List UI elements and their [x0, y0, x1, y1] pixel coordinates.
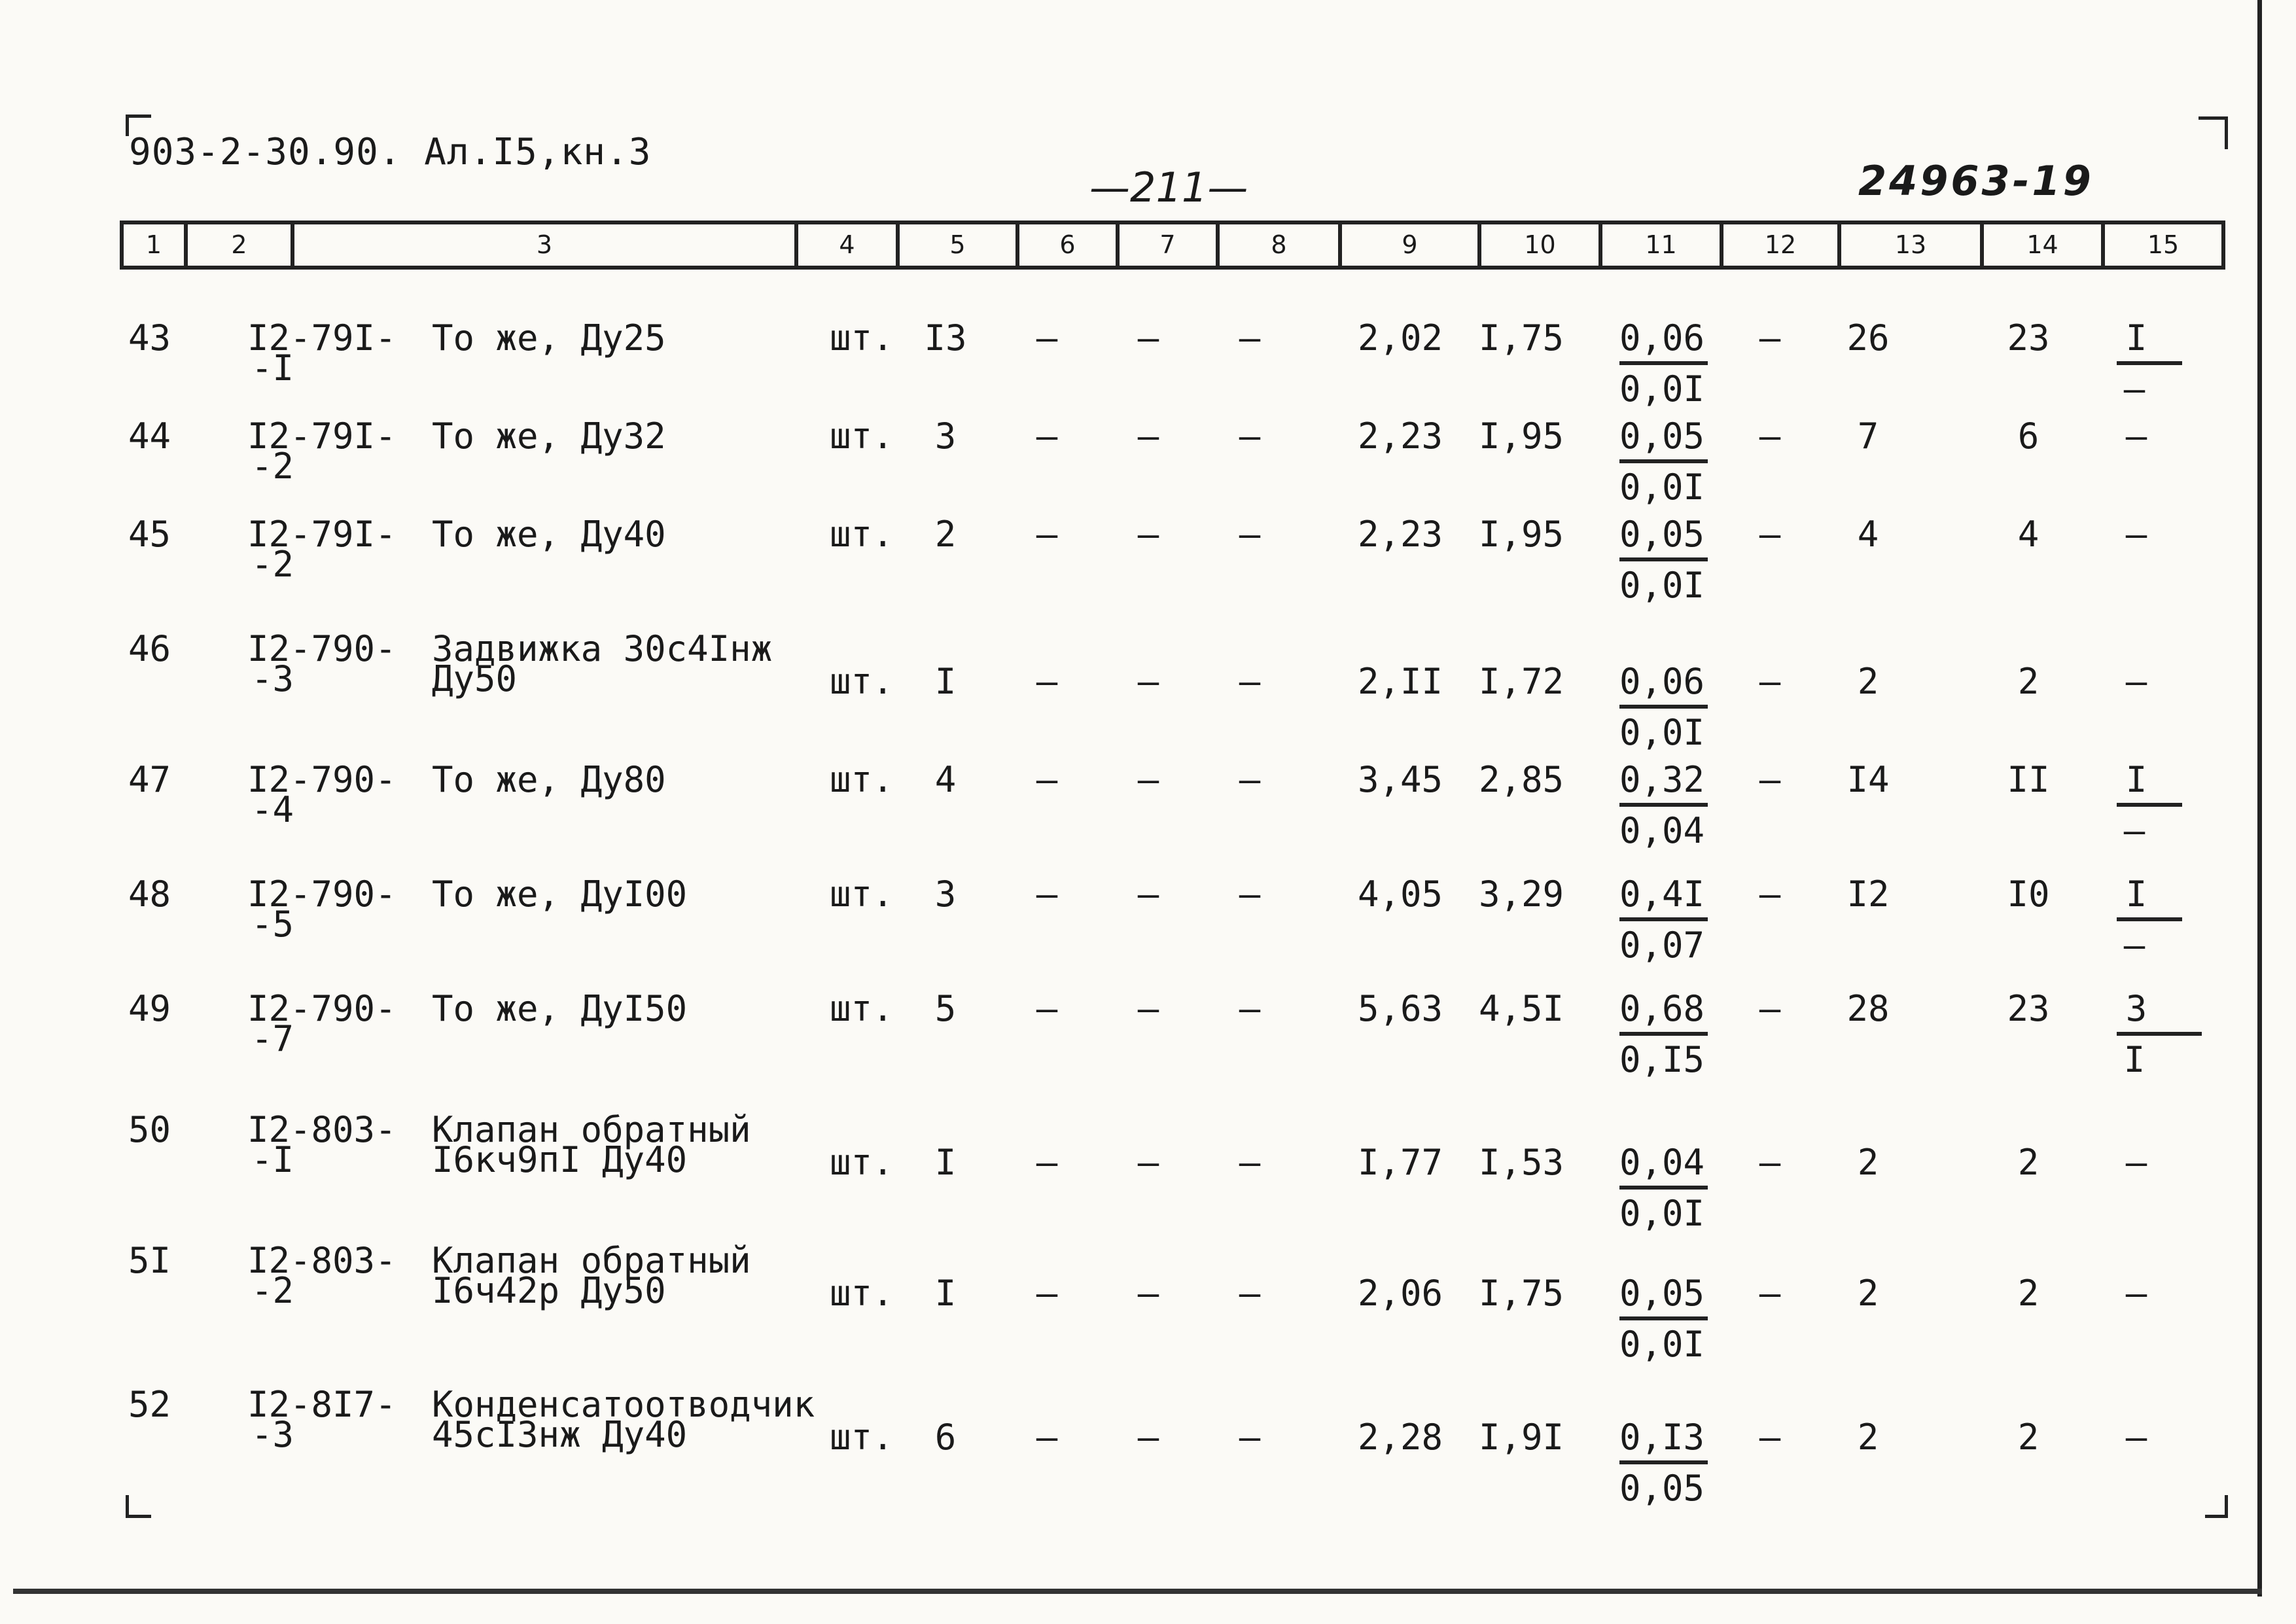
quantity: I	[934, 1273, 957, 1314]
col-11-fraction-line	[1619, 557, 1708, 561]
column-header: 11	[1602, 224, 1723, 266]
col-12-value: –	[1759, 874, 1781, 915]
col-11-top-value: 0,06	[1619, 317, 1705, 359]
col-15-top-value: –	[2125, 1142, 2147, 1183]
corner-mark-bottom-left	[126, 1495, 151, 1518]
price-code-suffix: -7	[251, 1018, 294, 1059]
col-6-value: –	[1036, 514, 1058, 555]
col-7-value: –	[1137, 317, 1159, 359]
col-8-value: –	[1239, 415, 1261, 457]
item-name: То же, Ду25	[432, 317, 666, 359]
price-code: I2-790-	[247, 874, 397, 915]
col-11-fraction-line	[1619, 917, 1708, 921]
item-name: То же, ДуI00	[432, 874, 688, 915]
col-12-value: –	[1759, 759, 1781, 800]
quantity: 3	[934, 415, 957, 457]
col-15-top-value: –	[2125, 415, 2147, 457]
item-name: То же, Ду80	[432, 759, 666, 800]
column-header: 12	[1723, 224, 1841, 266]
row-number: 47	[128, 759, 171, 800]
col-11-bottom-value: 0,I5	[1619, 1039, 1705, 1080]
unit: шт.	[830, 317, 894, 359]
col-7-value: –	[1137, 759, 1159, 800]
quantity: I	[934, 1142, 957, 1183]
page-edge-bottom	[13, 1589, 2262, 1594]
column-header: 13	[1841, 224, 1984, 266]
col-14-value: 23	[2007, 317, 2050, 359]
price-code: I2-803-	[247, 1109, 397, 1150]
col-11-bottom-value: 0,0I	[1619, 712, 1705, 753]
column-header: 14	[1984, 224, 2105, 266]
column-header: 9	[1342, 224, 1481, 266]
row-number: 48	[128, 874, 171, 915]
price-code-suffix: -5	[251, 904, 294, 945]
col-9-value: 2,23	[1357, 415, 1443, 457]
col-7-value: –	[1137, 415, 1159, 457]
col-11-top-value: 0,05	[1619, 1273, 1705, 1314]
col-14-value: 2	[2017, 1273, 2040, 1314]
col-11-top-value: 0,05	[1619, 415, 1705, 457]
col-11-fraction-line	[1619, 705, 1708, 709]
col-9-value: 4,05	[1357, 874, 1443, 915]
col-15-top-value: I	[2125, 759, 2147, 800]
col-11-bottom-value: 0,05	[1619, 1468, 1705, 1509]
col-13-value: I2	[1846, 874, 1890, 915]
column-number-header	[120, 221, 2225, 270]
item-name-continued: I6кч9пI Ду40	[432, 1139, 688, 1180]
col-10-value: I,95	[1478, 514, 1564, 555]
col-8-value: –	[1239, 514, 1261, 555]
price-code-suffix: -2	[251, 544, 294, 585]
col-14-value: 2	[2017, 1417, 2040, 1458]
column-header: 6	[1019, 224, 1120, 266]
item-name: То же, ДуI50	[432, 988, 688, 1029]
col-14-value: 2	[2017, 1142, 2040, 1183]
col-10-value: I,75	[1478, 317, 1564, 359]
col-10-value: 2,85	[1478, 759, 1564, 800]
item-name: Клапан обратный	[432, 1240, 751, 1281]
col-13-value: 26	[1846, 317, 1890, 359]
col-14-value: 2	[2017, 661, 2040, 702]
col-9-value: 2,28	[1357, 1417, 1443, 1458]
quantity: I3	[924, 317, 967, 359]
col-11-bottom-value: 0,0I	[1619, 1193, 1705, 1234]
price-code-suffix: -I	[251, 347, 294, 389]
unit: шт.	[830, 415, 894, 457]
col-13-value: 2	[1857, 661, 1879, 702]
item-name: Конденсатоотводчик	[432, 1384, 815, 1425]
col-10-value: I,72	[1478, 661, 1564, 702]
price-code: I2-79I-	[247, 317, 397, 359]
col-7-value: –	[1137, 874, 1159, 915]
quantity: I	[934, 661, 957, 702]
col-9-value: 2,02	[1357, 317, 1443, 359]
quantity: 2	[934, 514, 957, 555]
column-header: 15	[2147, 230, 2180, 259]
col-12-value: –	[1759, 1417, 1781, 1458]
col-15-top-value: –	[2125, 1273, 2147, 1314]
col-13-value: 2	[1857, 1417, 1879, 1458]
price-code: I2-803-	[247, 1240, 397, 1281]
page-number: —211—	[1089, 164, 1248, 211]
col-10-value: I,95	[1478, 415, 1564, 457]
item-name: То же, Ду40	[432, 514, 666, 555]
price-code-suffix: -I	[251, 1139, 294, 1180]
col-11-bottom-value: 0,0I	[1619, 565, 1705, 606]
col-7-value: –	[1137, 1417, 1159, 1458]
col-14-value: I0	[2007, 874, 2050, 915]
page-edge-right	[2257, 0, 2262, 1597]
row-number: 5I	[128, 1240, 171, 1281]
row-number: 46	[128, 628, 171, 669]
price-code: I2-790-	[247, 988, 397, 1029]
price-code: I2-8I7-	[247, 1384, 397, 1425]
col-11-fraction-line	[1619, 1460, 1708, 1464]
col-14-value: II	[2007, 759, 2050, 800]
col-15-bottom-value: –	[2123, 925, 2146, 966]
col-11-fraction-line	[1619, 1316, 1708, 1320]
col-6-value: –	[1036, 1417, 1058, 1458]
item-name: То же, Ду32	[432, 415, 666, 457]
column-header: 7	[1120, 224, 1220, 266]
corner-mark-bottom-right	[2205, 1495, 2228, 1518]
col-13-value: I4	[1846, 759, 1890, 800]
col-8-value: –	[1239, 661, 1261, 702]
col-8-value: –	[1239, 874, 1261, 915]
column-header: 3	[294, 224, 798, 266]
row-number: 52	[128, 1384, 171, 1425]
quantity: 5	[934, 988, 957, 1029]
col-6-value: –	[1036, 759, 1058, 800]
col-10-value: I,9I	[1478, 1417, 1564, 1458]
col-11-bottom-value: 0,04	[1619, 810, 1705, 851]
column-header: 2	[188, 224, 294, 266]
col-13-value: 2	[1857, 1142, 1879, 1183]
col-15-fraction-line	[2117, 361, 2182, 365]
col-9-value: 5,63	[1357, 988, 1443, 1029]
price-code-suffix: -2	[251, 1270, 294, 1311]
col-8-value: –	[1239, 1273, 1261, 1314]
col-12-value: –	[1759, 1273, 1781, 1314]
col-11-fraction-line	[1619, 361, 1708, 365]
col-9-value: I,77	[1357, 1142, 1443, 1183]
item-name: Задвижка 30с4Iнж	[432, 628, 773, 669]
col-9-value: 2,23	[1357, 514, 1443, 555]
unit: шт.	[830, 874, 894, 915]
col-15-top-value: –	[2125, 1417, 2147, 1458]
col-9-value: 3,45	[1357, 759, 1443, 800]
col-15-bottom-value: I	[2123, 1039, 2146, 1080]
price-code-suffix: -3	[251, 658, 294, 699]
col-14-value: 6	[2017, 415, 2040, 457]
col-11-top-value: 0,32	[1619, 759, 1705, 800]
col-8-value: –	[1239, 759, 1261, 800]
column-header: 10	[1481, 224, 1602, 266]
col-7-value: –	[1137, 1142, 1159, 1183]
unit: шт.	[830, 988, 894, 1029]
col-12-value: –	[1759, 1142, 1781, 1183]
col-12-value: –	[1759, 514, 1781, 555]
col-8-value: –	[1239, 1417, 1261, 1458]
quantity: 3	[934, 874, 957, 915]
archive-number: 24963-19	[1858, 157, 2094, 205]
row-number: 50	[128, 1109, 171, 1150]
quantity: 6	[934, 1417, 957, 1458]
col-8-value: –	[1239, 988, 1261, 1029]
unit: шт.	[830, 1417, 894, 1458]
col-11-fraction-line	[1619, 1186, 1708, 1190]
row-number: 45	[128, 514, 171, 555]
col-15-bottom-value: –	[2123, 810, 2146, 851]
col-13-value: 2	[1857, 1273, 1879, 1314]
col-10-value: I,53	[1478, 1142, 1564, 1183]
price-code: I2-79I-	[247, 415, 397, 457]
col-13-value: 28	[1846, 988, 1890, 1029]
price-code-suffix: -3	[251, 1414, 294, 1455]
col-6-value: –	[1036, 1273, 1058, 1314]
unit: шт.	[830, 1273, 894, 1314]
col-15-top-value: 3	[2125, 988, 2147, 1029]
column-header: 8	[1220, 224, 1342, 266]
corner-mark-top-right	[2199, 116, 2228, 149]
col-9-value: 2,II	[1357, 661, 1443, 702]
item-name: Клапан обратный	[432, 1109, 751, 1150]
item-name-continued: I6ч42р Ду50	[432, 1270, 666, 1311]
col-11-bottom-value: 0,0I	[1619, 1324, 1705, 1365]
col-11-top-value: 0,68	[1619, 988, 1705, 1029]
col-15-top-value: –	[2125, 514, 2147, 555]
col-12-value: –	[1759, 317, 1781, 359]
col-15-top-value: I	[2125, 317, 2147, 359]
col-11-top-value: 0,4I	[1619, 874, 1705, 915]
col-14-value: 4	[2017, 514, 2040, 555]
col-11-bottom-value: 0,0I	[1619, 368, 1705, 410]
unit: шт.	[830, 759, 894, 800]
col-15-bottom-value: –	[2123, 368, 2146, 410]
col-6-value: –	[1036, 661, 1058, 702]
unit: шт.	[830, 661, 894, 702]
col-11-bottom-value: 0,0I	[1619, 467, 1705, 508]
unit: шт.	[830, 1142, 894, 1183]
col-6-value: –	[1036, 415, 1058, 457]
col-15-top-value: I	[2125, 874, 2147, 915]
column-header: 4	[798, 224, 900, 266]
col-9-value: 2,06	[1357, 1273, 1443, 1314]
column-header: 5	[900, 224, 1019, 266]
col-7-value: –	[1137, 988, 1159, 1029]
col-8-value: –	[1239, 317, 1261, 359]
col-10-value: 4,5I	[1478, 988, 1564, 1029]
col-11-fraction-line	[1619, 803, 1708, 807]
col-7-value: –	[1137, 661, 1159, 702]
row-number: 49	[128, 988, 171, 1029]
col-7-value: –	[1137, 514, 1159, 555]
col-7-value: –	[1137, 1273, 1159, 1314]
price-code-suffix: -2	[251, 446, 294, 487]
col-6-value: –	[1036, 874, 1058, 915]
column-header: 1	[124, 224, 188, 266]
col-11-fraction-line	[1619, 459, 1708, 463]
quantity: 4	[934, 759, 957, 800]
col-6-value: –	[1036, 317, 1058, 359]
item-name-continued: 45сI3нж Ду40	[432, 1414, 688, 1455]
col-14-value: 23	[2007, 988, 2050, 1029]
item-name-continued: Ду50	[432, 658, 518, 699]
col-11-top-value: 0,04	[1619, 1142, 1705, 1183]
col-11-fraction-line	[1619, 1032, 1708, 1036]
row-number: 43	[128, 317, 171, 359]
row-number: 44	[128, 415, 171, 457]
col-6-value: –	[1036, 988, 1058, 1029]
unit: шт.	[830, 514, 894, 555]
col-15-fraction-line	[2117, 1032, 2202, 1036]
col-15-fraction-line	[2117, 803, 2182, 807]
col-13-value: 4	[1857, 514, 1879, 555]
price-code: I2-790-	[247, 628, 397, 669]
col-13-value: 7	[1857, 415, 1879, 457]
col-12-value: –	[1759, 661, 1781, 702]
price-code: I2-790-	[247, 759, 397, 800]
col-11-top-value: 0,I3	[1619, 1417, 1705, 1458]
col-10-value: I,75	[1478, 1273, 1564, 1314]
col-11-top-value: 0,05	[1619, 514, 1705, 555]
document-code: 903-2-30.90. Ал.I5,кн.3	[129, 131, 652, 173]
col-12-value: –	[1759, 415, 1781, 457]
price-code-suffix: -4	[251, 789, 294, 830]
col-6-value: –	[1036, 1142, 1058, 1183]
col-10-value: 3,29	[1478, 874, 1564, 915]
col-15-fraction-line	[2117, 917, 2182, 921]
col-11-bottom-value: 0,07	[1619, 925, 1705, 966]
col-8-value: –	[1239, 1142, 1261, 1183]
col-12-value: –	[1759, 988, 1781, 1029]
col-15-top-value: –	[2125, 661, 2147, 702]
price-code: I2-79I-	[247, 514, 397, 555]
col-11-top-value: 0,06	[1619, 661, 1705, 702]
